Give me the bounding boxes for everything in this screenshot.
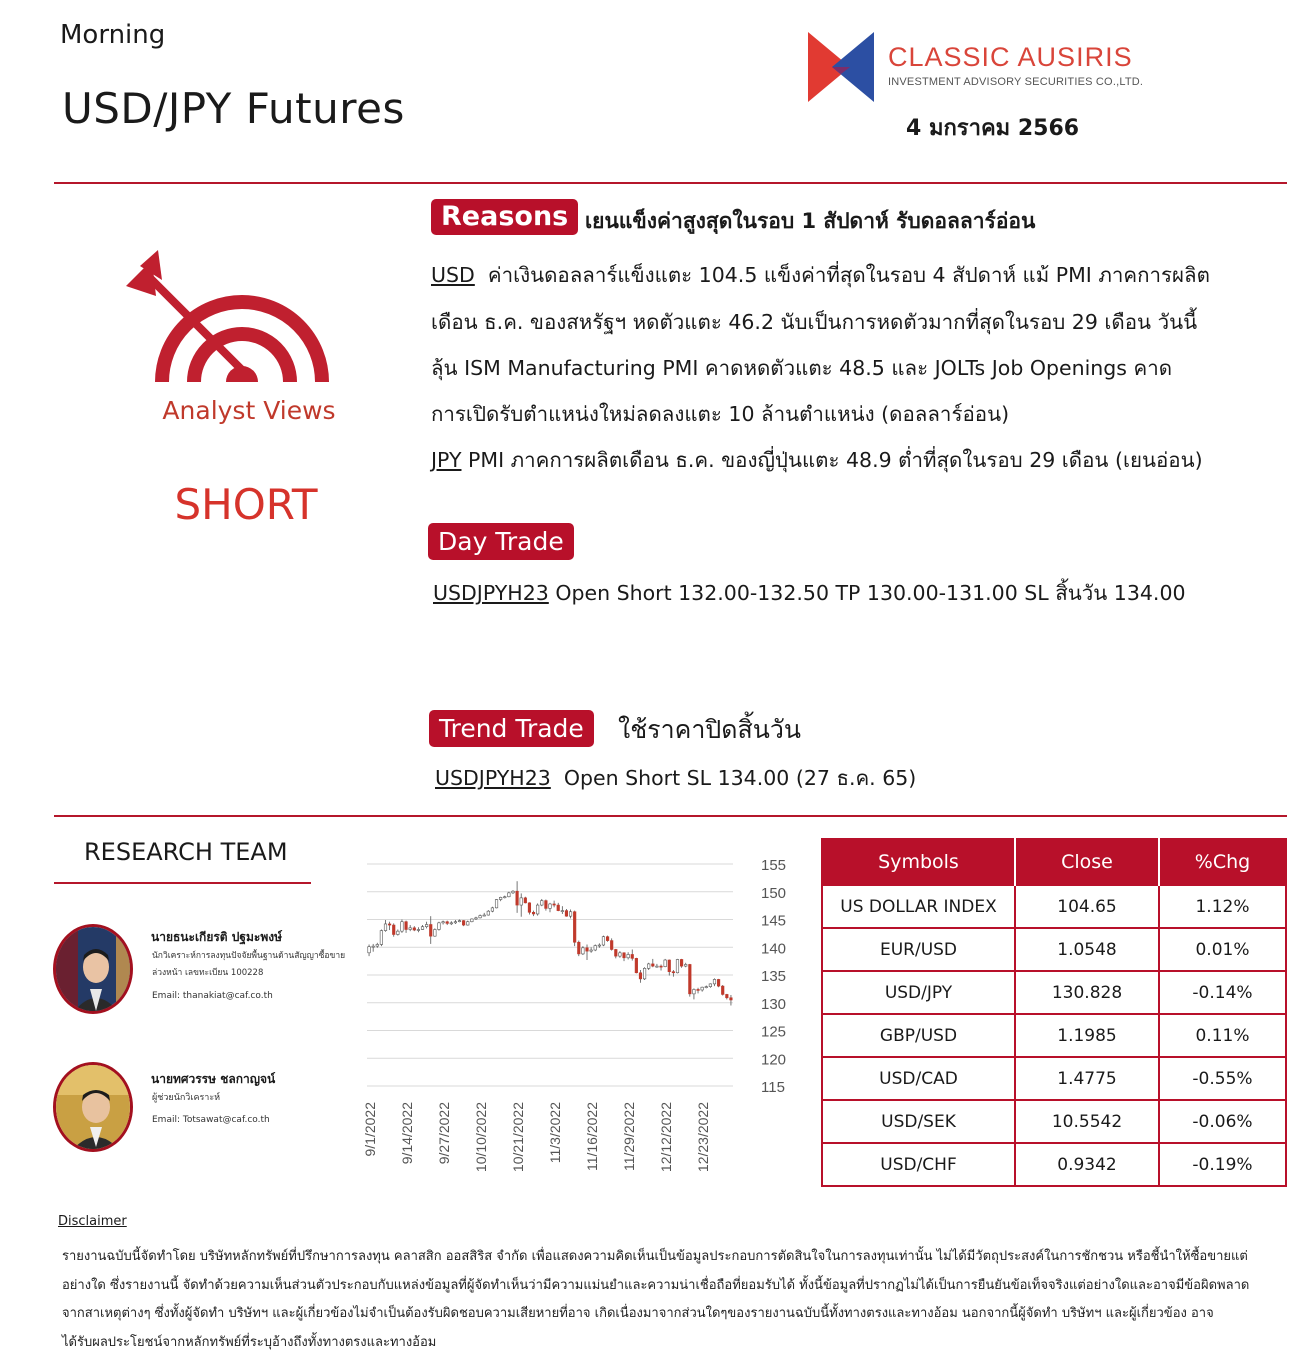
close-cell: 104.65	[1015, 885, 1159, 928]
candle	[668, 959, 671, 975]
candle-body	[520, 898, 523, 905]
candle-body	[586, 948, 589, 951]
candle-body	[660, 966, 663, 967]
candle	[602, 936, 605, 947]
close-cell: 1.4775	[1015, 1057, 1159, 1100]
candle-body	[730, 998, 733, 1000]
x-tick-label: 10/10/2022	[473, 1102, 490, 1173]
candle-body	[508, 893, 511, 897]
column-header-symbols: Symbols	[822, 839, 1015, 885]
candle	[499, 897, 502, 901]
candle-body	[594, 946, 597, 950]
candle	[676, 959, 679, 973]
analyst-role: นักวิเคราะห์การลงทุนปัจจัยพื้นฐานด้านสัญญาซื้อขายล่วงหน้า เลขทะเบียน 100228	[152, 951, 346, 978]
avatar	[53, 1062, 133, 1152]
change-cell: 1.12%	[1159, 885, 1286, 928]
change-cell: -0.19%	[1159, 1143, 1286, 1186]
candle	[413, 926, 416, 931]
candle-body	[532, 912, 535, 914]
candle	[397, 929, 400, 935]
column-header-chg: %Chg	[1159, 839, 1286, 885]
edition-label: Morning	[60, 20, 166, 50]
symbol-cell: USD/CHF	[822, 1143, 1015, 1186]
candle	[569, 910, 572, 919]
table-row	[822, 885, 1286, 928]
candle-body	[565, 911, 568, 917]
candle-body	[627, 954, 630, 957]
disclaimer-line: อย่างใด ซึ่งรายงานนี้ จัดทำด้วยความเห็นส่วนตัวประกอบกับแหล่งข้อมูลที่ผู้จัดทำเห็นว่ามีความแม่นยำและความน่าเชื่อถือที่ยอมรับได้ ทั้งนี้ข้อมูลที่ปรากฏไม่ได้เป็นการยืนยันข้อเท็จจริงแต่อย่างใดและอาจมีข้อผิดพลาด	[62, 1278, 1250, 1293]
candle-body	[512, 891, 515, 893]
chart-candles	[368, 881, 732, 1005]
candle	[434, 928, 437, 936]
brand-name: CLASSIC AUSIRIS	[888, 42, 1133, 72]
candle	[421, 925, 424, 930]
day-trade-symbol: USDJPYH23	[433, 581, 549, 605]
candle-body	[401, 922, 404, 931]
candle-body	[425, 924, 428, 926]
candle-body	[438, 923, 441, 930]
candle	[647, 963, 650, 970]
chart-grid	[367, 864, 733, 1086]
symbol-cell: USD/JPY	[822, 971, 1015, 1014]
candle	[693, 988, 696, 999]
day-trade-text: Open Short 132.00-132.50 TP 130.00-131.00 SL สิ้นวัน 134.00	[555, 581, 1186, 605]
candle	[520, 893, 523, 916]
trend-trade-badge: Trend Trade	[429, 710, 594, 747]
x-tick-label: 11/29/2022	[621, 1102, 638, 1172]
x-tick-label: 9/14/2022	[399, 1102, 416, 1165]
candle-body	[573, 912, 576, 943]
candle-body	[503, 897, 506, 898]
x-tick-label: 12/12/2022	[658, 1102, 675, 1173]
jpy-reason-text: PMI ภาคการผลิตเดือน ธ.ค. ของญี่ปุ่นแตะ 48.9 ต่ำที่สุดในรอบ 29 เดือน (เยนอ่อน)	[468, 448, 1203, 472]
candle-body	[384, 924, 387, 931]
candle-body	[380, 931, 383, 945]
close-cell: 1.1985	[1015, 1014, 1159, 1057]
candle-body	[446, 922, 449, 924]
y-tick-label: 115	[761, 1079, 785, 1096]
table-row	[822, 928, 1286, 971]
candle-body	[471, 919, 474, 922]
candle	[701, 987, 704, 992]
candle	[471, 918, 474, 922]
candle	[417, 927, 420, 932]
candle-body	[684, 964, 687, 966]
candle	[689, 964, 692, 997]
candle-body	[557, 905, 560, 911]
candle-body	[462, 921, 465, 925]
candle	[454, 920, 457, 924]
candle	[594, 944, 597, 951]
candle-body	[578, 942, 581, 954]
y-tick-label: 125	[761, 1023, 787, 1041]
analyst-email: Email: thanakiat@caf.co.th	[152, 991, 273, 1001]
candle	[508, 892, 511, 898]
candle-body	[421, 927, 424, 930]
candle-body	[606, 937, 609, 941]
candle-body	[610, 941, 613, 950]
change-cell: -0.06%	[1159, 1100, 1286, 1143]
candle-body	[701, 987, 704, 990]
candle	[565, 909, 568, 917]
candle-body	[392, 925, 395, 934]
y-tick-label: 135	[761, 968, 787, 985]
candle	[635, 958, 638, 974]
day-trade-badge: Day Trade	[428, 523, 574, 560]
x-tick-label: 9/27/2022	[436, 1102, 453, 1165]
candle	[503, 896, 506, 899]
usd-reason-text: ค่าเงินดอลลาร์แข็งแตะ 104.5 แข็งค่าที่สุดในรอบ 4 สัปดาห์ แม้ PMI ภาคการผลิต	[487, 263, 1210, 287]
x-tick-label: 11/16/2022	[584, 1102, 601, 1172]
candle-body	[536, 905, 539, 914]
candle-body	[495, 900, 498, 908]
candle-body	[672, 972, 675, 973]
candle-body	[697, 989, 700, 990]
candle	[450, 921, 453, 925]
x-tick-label: 9/1/2022	[362, 1102, 379, 1157]
candle-body	[561, 911, 564, 912]
usd-reason-line: ลุ้น ISM Manufacturing PMI คาดหดตัวแตะ 48.5 และ JOLTs Job Openings คาด	[431, 356, 1173, 380]
reasons-badge: Reasons	[431, 199, 578, 235]
candle	[512, 890, 515, 894]
candle-body	[405, 922, 408, 930]
candle	[483, 913, 486, 916]
candle	[429, 916, 432, 944]
table-row	[822, 1057, 1286, 1100]
candle	[664, 959, 667, 967]
section-divider	[54, 815, 1287, 817]
candle	[652, 959, 655, 967]
symbol-cell: USD/CAD	[822, 1057, 1015, 1100]
candle-body	[429, 924, 432, 936]
candle	[462, 920, 465, 926]
candle	[549, 903, 552, 912]
avatar	[53, 924, 133, 1014]
candle	[524, 897, 527, 904]
candle	[717, 979, 720, 987]
candle	[623, 952, 626, 961]
candle-body	[499, 897, 502, 899]
candle-body	[409, 928, 412, 930]
candle-body	[615, 949, 618, 956]
y-tick-label: 120	[761, 1051, 787, 1069]
candle-body	[664, 960, 667, 967]
candle-body	[631, 954, 634, 958]
candle	[388, 922, 391, 930]
candle-body	[619, 953, 622, 956]
candle-body	[705, 987, 708, 988]
reasons-headline: เยนแข็งค่าสูงสุดในรอบ 1 สัปดาห์ รับดอลลาร์อ่อน	[585, 209, 1036, 233]
candle	[405, 921, 408, 933]
usdjpy-candlestick-chart	[355, 852, 795, 1192]
candle	[705, 986, 708, 989]
analyst-role: ผู้ช่วยนักวิเคราะห์	[152, 1093, 221, 1103]
candle-body	[524, 898, 527, 903]
company-logo-icon	[806, 30, 876, 104]
candle	[541, 899, 544, 906]
candle	[726, 994, 729, 1000]
candle	[442, 921, 445, 925]
candle-body	[458, 921, 461, 922]
chart-x-axis	[362, 1102, 711, 1172]
candle	[643, 967, 646, 980]
table-row	[822, 1014, 1286, 1057]
usd-reason-line: เดือน ธ.ค. ของสหรัฐฯ หดตัวแตะ 46.2 นับเป็นการหดตัวมากที่สุดในรอบ 29 เดือน วันนี้	[431, 310, 1198, 334]
candle-body	[709, 984, 712, 987]
y-tick-label: 150	[761, 884, 787, 902]
y-tick-label: 140	[761, 940, 787, 958]
candle-body	[717, 979, 720, 986]
market-table	[821, 838, 1287, 1187]
usd-label: USD	[431, 263, 475, 287]
symbol-cell: GBP/USD	[822, 1014, 1015, 1057]
candle-body	[528, 903, 531, 912]
candle-body	[689, 964, 692, 993]
page-title: USD/JPY Futures	[62, 84, 405, 133]
candle	[709, 983, 712, 987]
disclaimer-title: Disclaimer	[58, 1214, 127, 1229]
candle-body	[434, 929, 437, 936]
candle	[615, 949, 618, 958]
candle-body	[582, 948, 585, 954]
candle	[479, 915, 482, 919]
candle-body	[466, 922, 469, 925]
candle	[384, 920, 387, 932]
candle-body	[602, 937, 605, 945]
trend-trade-text: Open Short SL 134.00 (27 ธ.ค. 65)	[563, 766, 917, 790]
analyst-name: นายธนะเกียรติ ปฐมะพงษ์	[151, 930, 283, 944]
candle-body	[598, 945, 601, 946]
candle	[466, 921, 469, 926]
candle	[578, 941, 581, 957]
usd-reason-line	[431, 259, 1210, 292]
candle	[372, 944, 375, 952]
candle	[491, 907, 494, 913]
symbol-cell: USD/SEK	[822, 1100, 1015, 1143]
disclaimer-line: รายงานฉบับนี้จัดทำโดย บริษัทหลักทรัพย์ที่ปรึกษาการลงทุน คลาสสิก ออสสิริส จำกัด เพื่อแสดงความคิดเห็นเป็นข้อมูลประกอบการตัดสินใจในการลงทุนเท่านั้น ไม่ได้มีวัตถุประสงค์ในการชักชวน หรือชี้นำให้ซื้อขายแต่	[62, 1249, 1248, 1264]
trend-trade-symbol: USDJPYH23	[435, 766, 551, 790]
candle-body	[450, 923, 453, 924]
candle-body	[639, 973, 642, 979]
candle-body	[713, 979, 716, 983]
candle	[438, 922, 441, 931]
candle	[660, 964, 663, 970]
candle	[516, 881, 519, 913]
candle	[627, 952, 630, 959]
candle-body	[368, 947, 371, 953]
change-cell: -0.55%	[1159, 1057, 1286, 1100]
candle	[619, 951, 622, 958]
brand-subtitle: INVESTMENT ADVISORY SECURITIES CO.,LTD.	[888, 76, 1144, 88]
candle-body	[721, 986, 724, 994]
usd-reason-line: การเปิดรับตำแหน่งใหม่ลดลงแตะ 10 ล้านตำแหน่ง (ดอลลาร์อ่อน)	[431, 402, 1010, 426]
analyst-views-label: Analyst Views	[162, 396, 336, 425]
candle	[495, 899, 498, 908]
candle-body	[388, 924, 391, 925]
candle	[573, 911, 576, 947]
candle-body	[668, 960, 671, 972]
candle-body	[376, 944, 379, 946]
y-tick-label: 130	[761, 995, 787, 1013]
candle-body	[545, 901, 548, 909]
candle-body	[726, 994, 729, 997]
trend-trade-note: ใช้ราคาปิดสิ้นวัน	[618, 715, 801, 744]
disclaimer-line: จากสาเหตุต่างๆ ซึ่งทั้งผู้จัดทำ บริษัทฯ และผู้เกี่ยวข้องไม่จำเป็นต้องรับผิดชอบความเสียหายที่อาจ เกิดเนื่องมาจากส่วนใดๆของรายงานฉบับนี้ทั้งทางตรงและทางอ้อม นอกจากนี้ผู้จัดทำ บริษัทฯ และผู้เกี่ยวข้อง อาจ	[62, 1306, 1214, 1321]
candle	[631, 949, 634, 960]
column-header-close: Close	[1015, 839, 1159, 885]
change-cell: 0.01%	[1159, 928, 1286, 971]
candle	[730, 995, 733, 1006]
chart-y-axis	[761, 857, 786, 1096]
candle-body	[590, 950, 593, 951]
candle	[721, 985, 724, 996]
report-date: 4 มกราคม 2566	[906, 116, 1080, 141]
candle	[672, 970, 675, 977]
research-team-underline	[54, 882, 311, 884]
candle-body	[647, 964, 650, 968]
candle	[446, 921, 449, 925]
candle	[401, 920, 404, 933]
candle-body	[487, 911, 490, 915]
candle	[553, 901, 556, 908]
symbol-cell: EUR/USD	[822, 928, 1015, 971]
candle	[425, 922, 428, 929]
disclaimer-line: ได้รับผลประโยชน์จากหลักทรัพย์ที่ระบุอ้างถึงทั้งทางตรงและทางอ้อม	[62, 1335, 437, 1350]
change-cell: -0.14%	[1159, 971, 1286, 1014]
symbol-cell: US DOLLAR INDEX	[822, 885, 1015, 928]
analyst-position: SHORT	[174, 480, 318, 529]
candle	[368, 944, 371, 956]
candle	[487, 910, 490, 916]
candle-body	[569, 912, 572, 916]
candle	[561, 906, 564, 914]
x-tick-label: 12/23/2022	[695, 1102, 712, 1173]
jpy-reason-line	[431, 444, 1203, 477]
candle-body	[549, 904, 552, 908]
candle-body	[643, 968, 646, 979]
table-row	[822, 971, 1286, 1014]
candle-body	[676, 959, 679, 972]
candle	[610, 938, 613, 950]
research-team-title: RESEARCH TEAM	[84, 838, 288, 866]
candle-body	[442, 922, 445, 923]
change-cell: 0.11%	[1159, 1014, 1286, 1057]
candle	[590, 947, 593, 953]
candle	[380, 929, 383, 946]
candle-body	[413, 928, 416, 930]
table-row	[822, 1100, 1286, 1143]
candle-body	[372, 946, 375, 947]
candle	[606, 936, 609, 942]
candle	[684, 963, 687, 967]
candle	[680, 959, 683, 968]
table-row	[822, 1143, 1286, 1186]
header-divider	[54, 182, 1287, 184]
candle-body	[397, 931, 400, 934]
candle	[656, 964, 659, 968]
candle-body	[693, 989, 696, 993]
candle	[532, 911, 535, 917]
analyst-name: นายทศวรรษ ชลกาญจน์	[151, 1072, 276, 1086]
jpy-label: JPY	[431, 448, 462, 472]
day-trade-line	[433, 577, 1186, 610]
candle-body	[479, 916, 482, 918]
candle	[536, 903, 539, 915]
candle-body	[417, 929, 420, 930]
candle-body	[623, 953, 626, 958]
candle-body	[454, 922, 457, 923]
candle	[557, 903, 560, 911]
candle	[713, 978, 716, 986]
candle-body	[553, 904, 556, 905]
x-tick-label: 11/3/2022	[547, 1102, 564, 1164]
y-tick-label: 155	[761, 857, 787, 874]
x-tick-label: 10/21/2022	[510, 1102, 527, 1173]
close-cell: 1.0548	[1015, 928, 1159, 971]
y-tick-label: 145	[761, 912, 787, 930]
candle-body	[475, 918, 478, 919]
candle-body	[656, 966, 659, 967]
table-header-row	[822, 839, 1286, 885]
candle	[392, 923, 395, 936]
close-cell: 10.5542	[1015, 1100, 1159, 1143]
candle-body	[652, 964, 655, 966]
analyst-email: Email: Totsawat@caf.co.th	[152, 1115, 270, 1125]
close-cell: 0.9342	[1015, 1143, 1159, 1186]
candle	[639, 970, 642, 983]
candle-body	[680, 959, 683, 966]
candle	[528, 902, 531, 914]
trend-trade-line	[435, 762, 916, 795]
candle-body	[516, 891, 519, 905]
candle-body	[541, 901, 544, 905]
close-cell: 130.828	[1015, 971, 1159, 1014]
candle-body	[635, 958, 638, 972]
candle-body	[491, 908, 494, 911]
candle	[409, 925, 412, 931]
candle	[697, 988, 700, 994]
candle	[545, 900, 548, 911]
candle-body	[483, 915, 486, 916]
dart-target-icon	[122, 250, 338, 390]
